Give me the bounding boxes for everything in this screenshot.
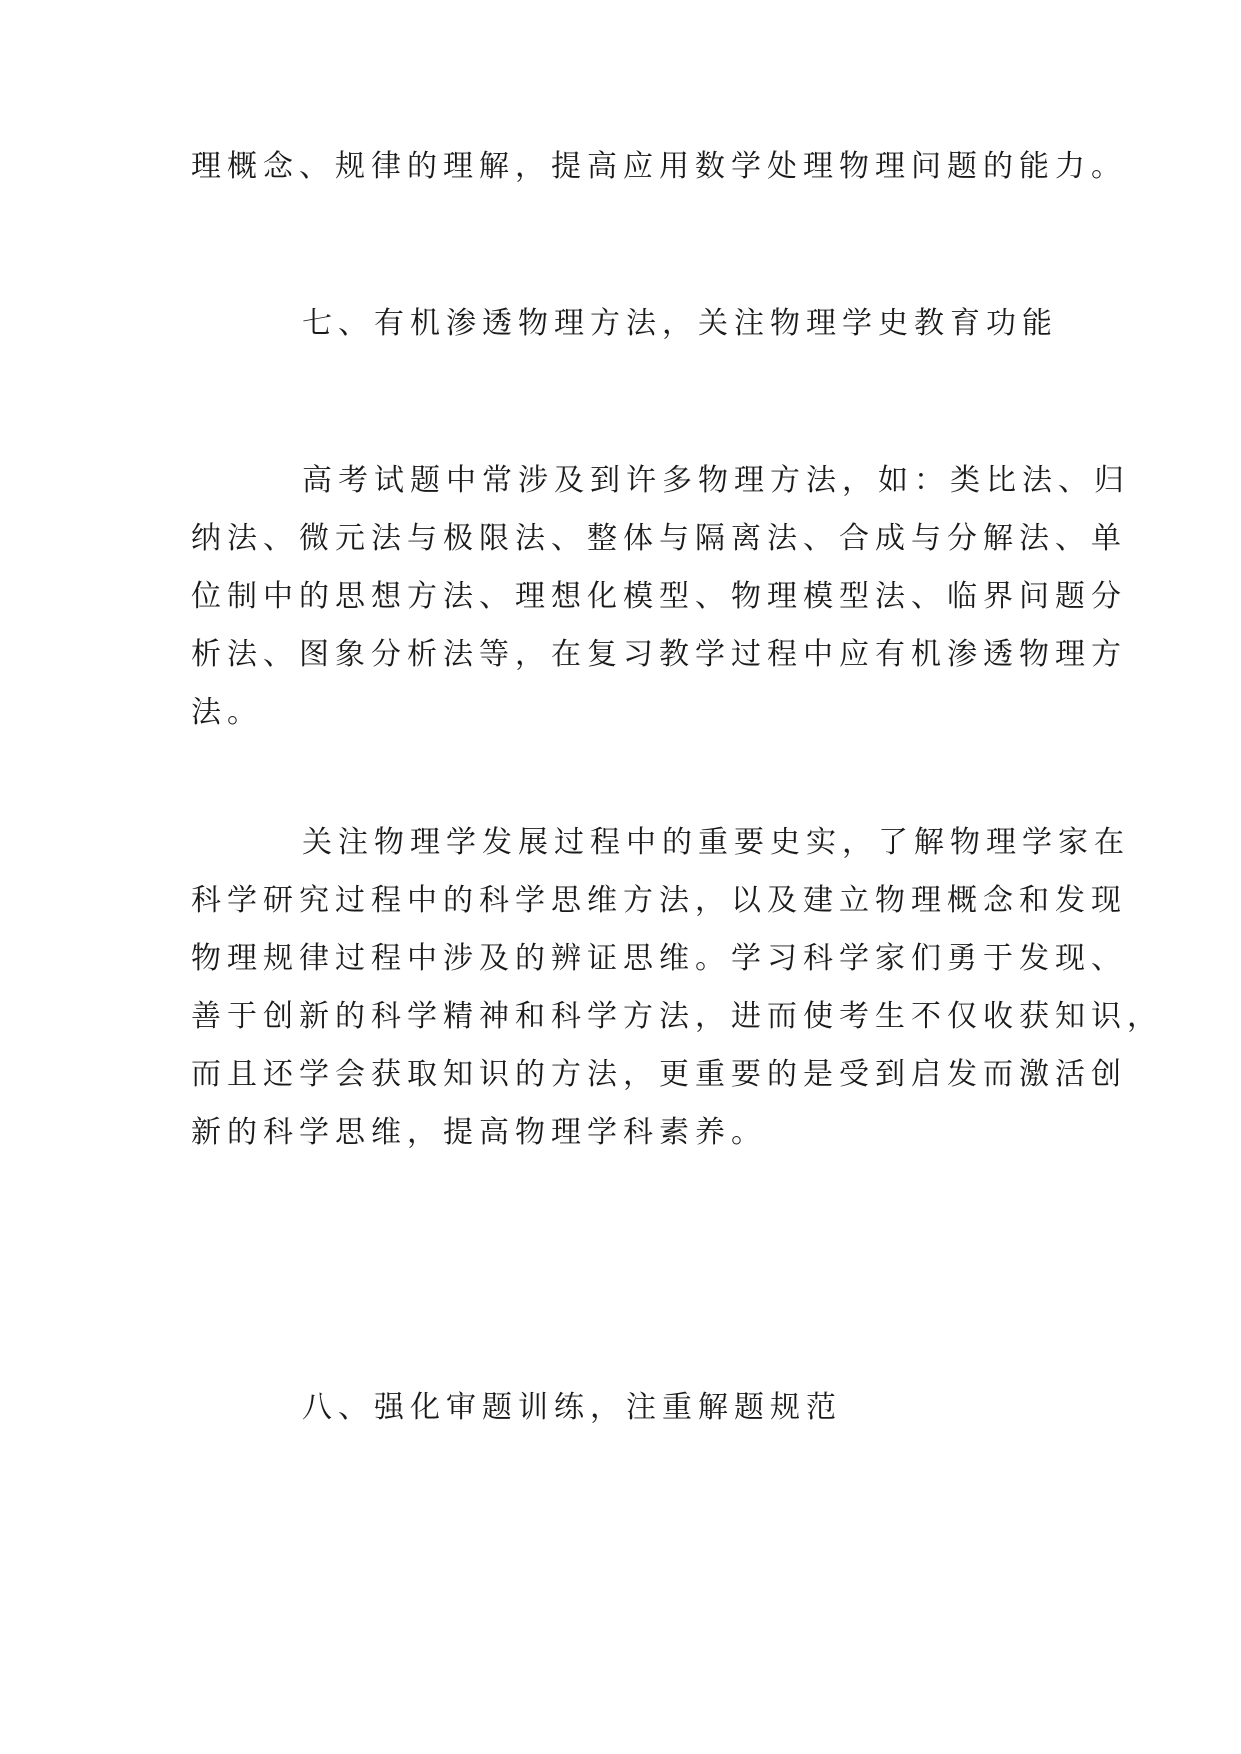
paragraph-physics-methods: [191, 452, 1130, 742]
paragraph-line: 而且还学会获取知识的方法，更重要的是受到启发而激活创: [191, 1057, 1127, 1092]
paragraph-line: 关注物理学发展过程中的重要史实，了解物理学家在: [302, 825, 1130, 860]
section-heading-7: 七、有机渗透物理方法，关注物理学史教育功能: [302, 306, 1058, 341]
paragraph-line: 法。: [191, 695, 263, 730]
paragraph-line: 高考试题中常涉及到许多物理方法，如：类比法、归: [302, 463, 1130, 498]
paragraph-line: 析法、图象分析法等，在复习教学过程中应有机渗透物理方: [191, 637, 1127, 672]
paragraph-line: 新的科学思维，提高物理学科素养。: [191, 1115, 767, 1150]
continuation-text-line: 理概念、规律的理解，提高应用数学处理物理问题的能力。: [191, 149, 1127, 184]
paragraph-line: 科学研究过程中的科学思维方法，以及建立物理概念和发现: [191, 883, 1127, 918]
paragraph-line: 位制中的思想方法、理想化模型、物理模型法、临界问题分: [191, 579, 1127, 614]
paragraph-line: 物理规律过程中涉及的辨证思维。学习科学家们勇于发现、: [191, 941, 1127, 976]
paragraph-physics-history: [191, 814, 1163, 1162]
section-heading-8: 八、强化审题训练，注重解题规范: [302, 1390, 842, 1425]
paragraph-line: 纳法、微元法与极限法、整体与隔离法、合成与分解法、单: [191, 521, 1127, 556]
paragraph-line: 善于创新的科学精神和科学方法，进而使考生不仅收获知识，: [191, 999, 1163, 1034]
